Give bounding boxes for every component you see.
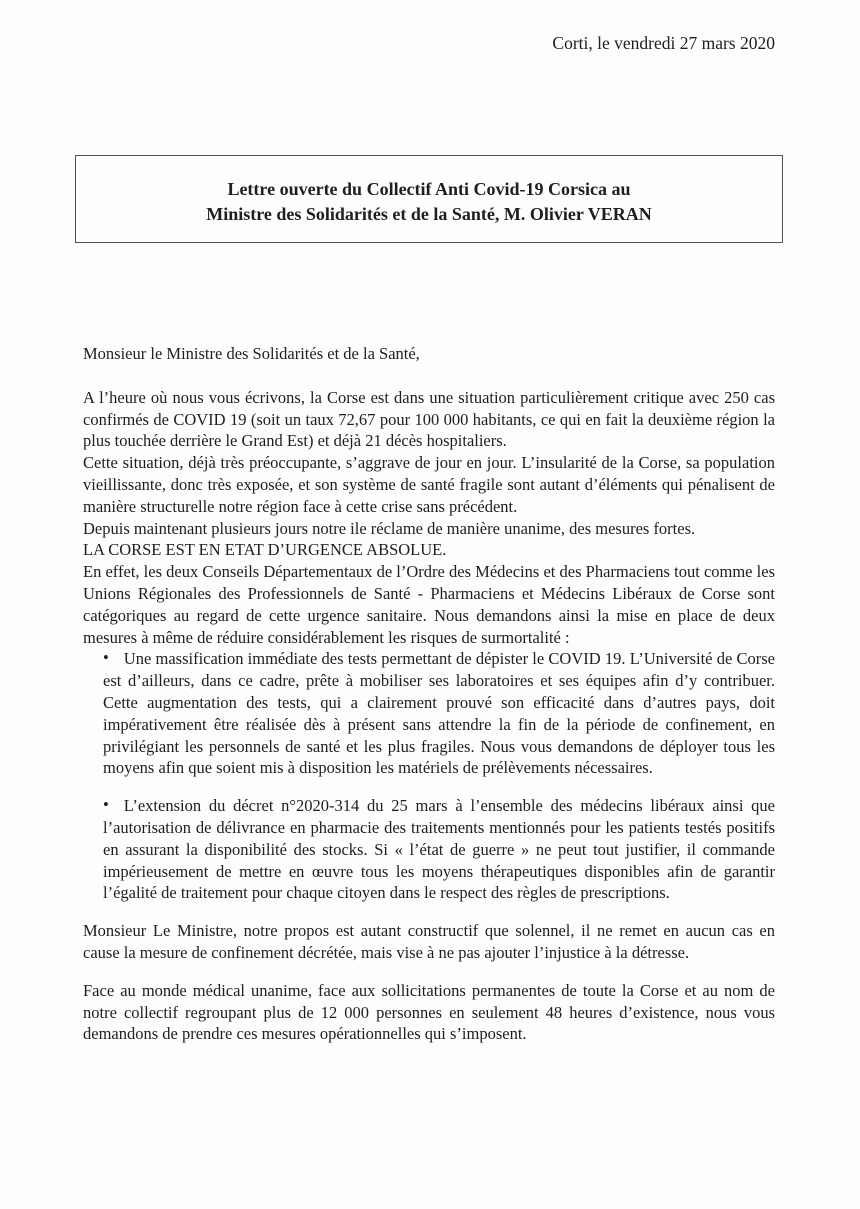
paragraph-state-of-emergency: LA CORSE EST EN ETAT D’URGENCE ABSOLUE.	[83, 540, 447, 560]
paragraph-medical-councils: En effet, les deux Conseils Départementaux de l’Ordre des Médecins et des Pharmaciens tout comme les Unions Régionales des Professionnels de Santé - Pharmaciens et Médecins Libéraux de Corse sont catégoriques au regard de cette urgence sanitaire. Nous demandons ainsi la mise en place de deux mesures à même de réduire considérablement les risques de surmortalité :	[83, 562, 775, 647]
title-box	[75, 155, 783, 243]
title-line-2: Ministre des Solidarités et de la Santé, M. Olivier VERAN	[206, 204, 652, 224]
bullet-icon: •	[103, 795, 109, 815]
paragraph-constructive-intent: Monsieur Le Ministre, notre propos est autant constructif que solennel, il ne remet en aucun cas en cause la mesure de confinement décrétée, mais vise à ne pas ajouter l’injustice à la détresse.	[83, 921, 775, 962]
title-line-1: Lettre ouverte du Collectif Anti Covid-19 Corsica au	[227, 179, 631, 199]
letter-body	[83, 343, 775, 1045]
bullet-text-mass-testing: Une massification immédiate des tests permettant de dépister le COVID 19. L’Université de Corse est d’ailleurs, dans ce cadre, prête à mobiliser ses laboratoires et ses équipes afin d’y contribuer. Cette augmentation des tests, qui a clairement prouvé son efficacité dans d’autres pays, doit impérativement être réalisée dès à présent sans attendre la fin de la période de confinement, en privilégiant les personnels de santé et les plus fragiles. Nous vous demandons de déployer tous les moyens afin que soient mis à disposition les matériels de prélèvements nécessaires.	[103, 649, 775, 778]
date-line: Corti, le vendredi 27 mars 2020	[552, 33, 775, 53]
bullet-text-decree-extension: L’extension du décret n°2020-314 du 25 mars à l’ensemble des médecins libéraux ainsi que l’autorisation de délivrance en pharmacie des traitements mentionnés pour les patients testés positifs en assurant la disponibilité des stocks. Si « l’état de guerre » ne peut tout justifier, il commande impérieusement de mettre en œuvre tous les moyens thérapeutiques disponibles afin de garantir l’égalité de traitement pour chaque citoyen dans le respect des règles de prescriptions.	[103, 796, 775, 903]
paragraph-situation-worsening: Cette situation, déjà très préoccupante, s’aggrave de jour en jour. L’insularité de la Corse, sa population vieillissante, donc très exposée, et son système de santé fragile sont autant d’éléments qui pénalisent de manière structurelle notre région face à cette crise sans précédent.	[83, 453, 775, 516]
bullet-item-mass-testing	[103, 648, 775, 779]
paragraph-crisis-stats: A l’heure où nous vous écrivons, la Corse est dans une situation particulièrement critique avec 250 cas confirmés de COVID 19 (soit un taux 72,67 pour 100 000 habitants, ce qui en fait la deuxième région la plus touchée derrière le Grand Est) et déjà 21 décès hospitaliers.	[83, 387, 775, 451]
bullet-icon: •	[103, 648, 109, 668]
salutation: Monsieur le Ministre des Solidarités et de la Santé,	[83, 344, 420, 363]
bullet-item-decree-extension	[103, 795, 775, 904]
paragraph-final-demand: Face au monde médical unanime, face aux sollicitations permanentes de toute la Corse et au nom de notre collectif regroupant plus de 12 000 personnes en seulement 48 heures d’existence, nous vous demandons de prendre ces mesures opérationnelles qui s’imposent.	[83, 980, 775, 1044]
paragraph-island-demand: Depuis maintenant plusieurs jours notre ile réclame de manière unanime, des mesures fortes.	[83, 518, 696, 538]
